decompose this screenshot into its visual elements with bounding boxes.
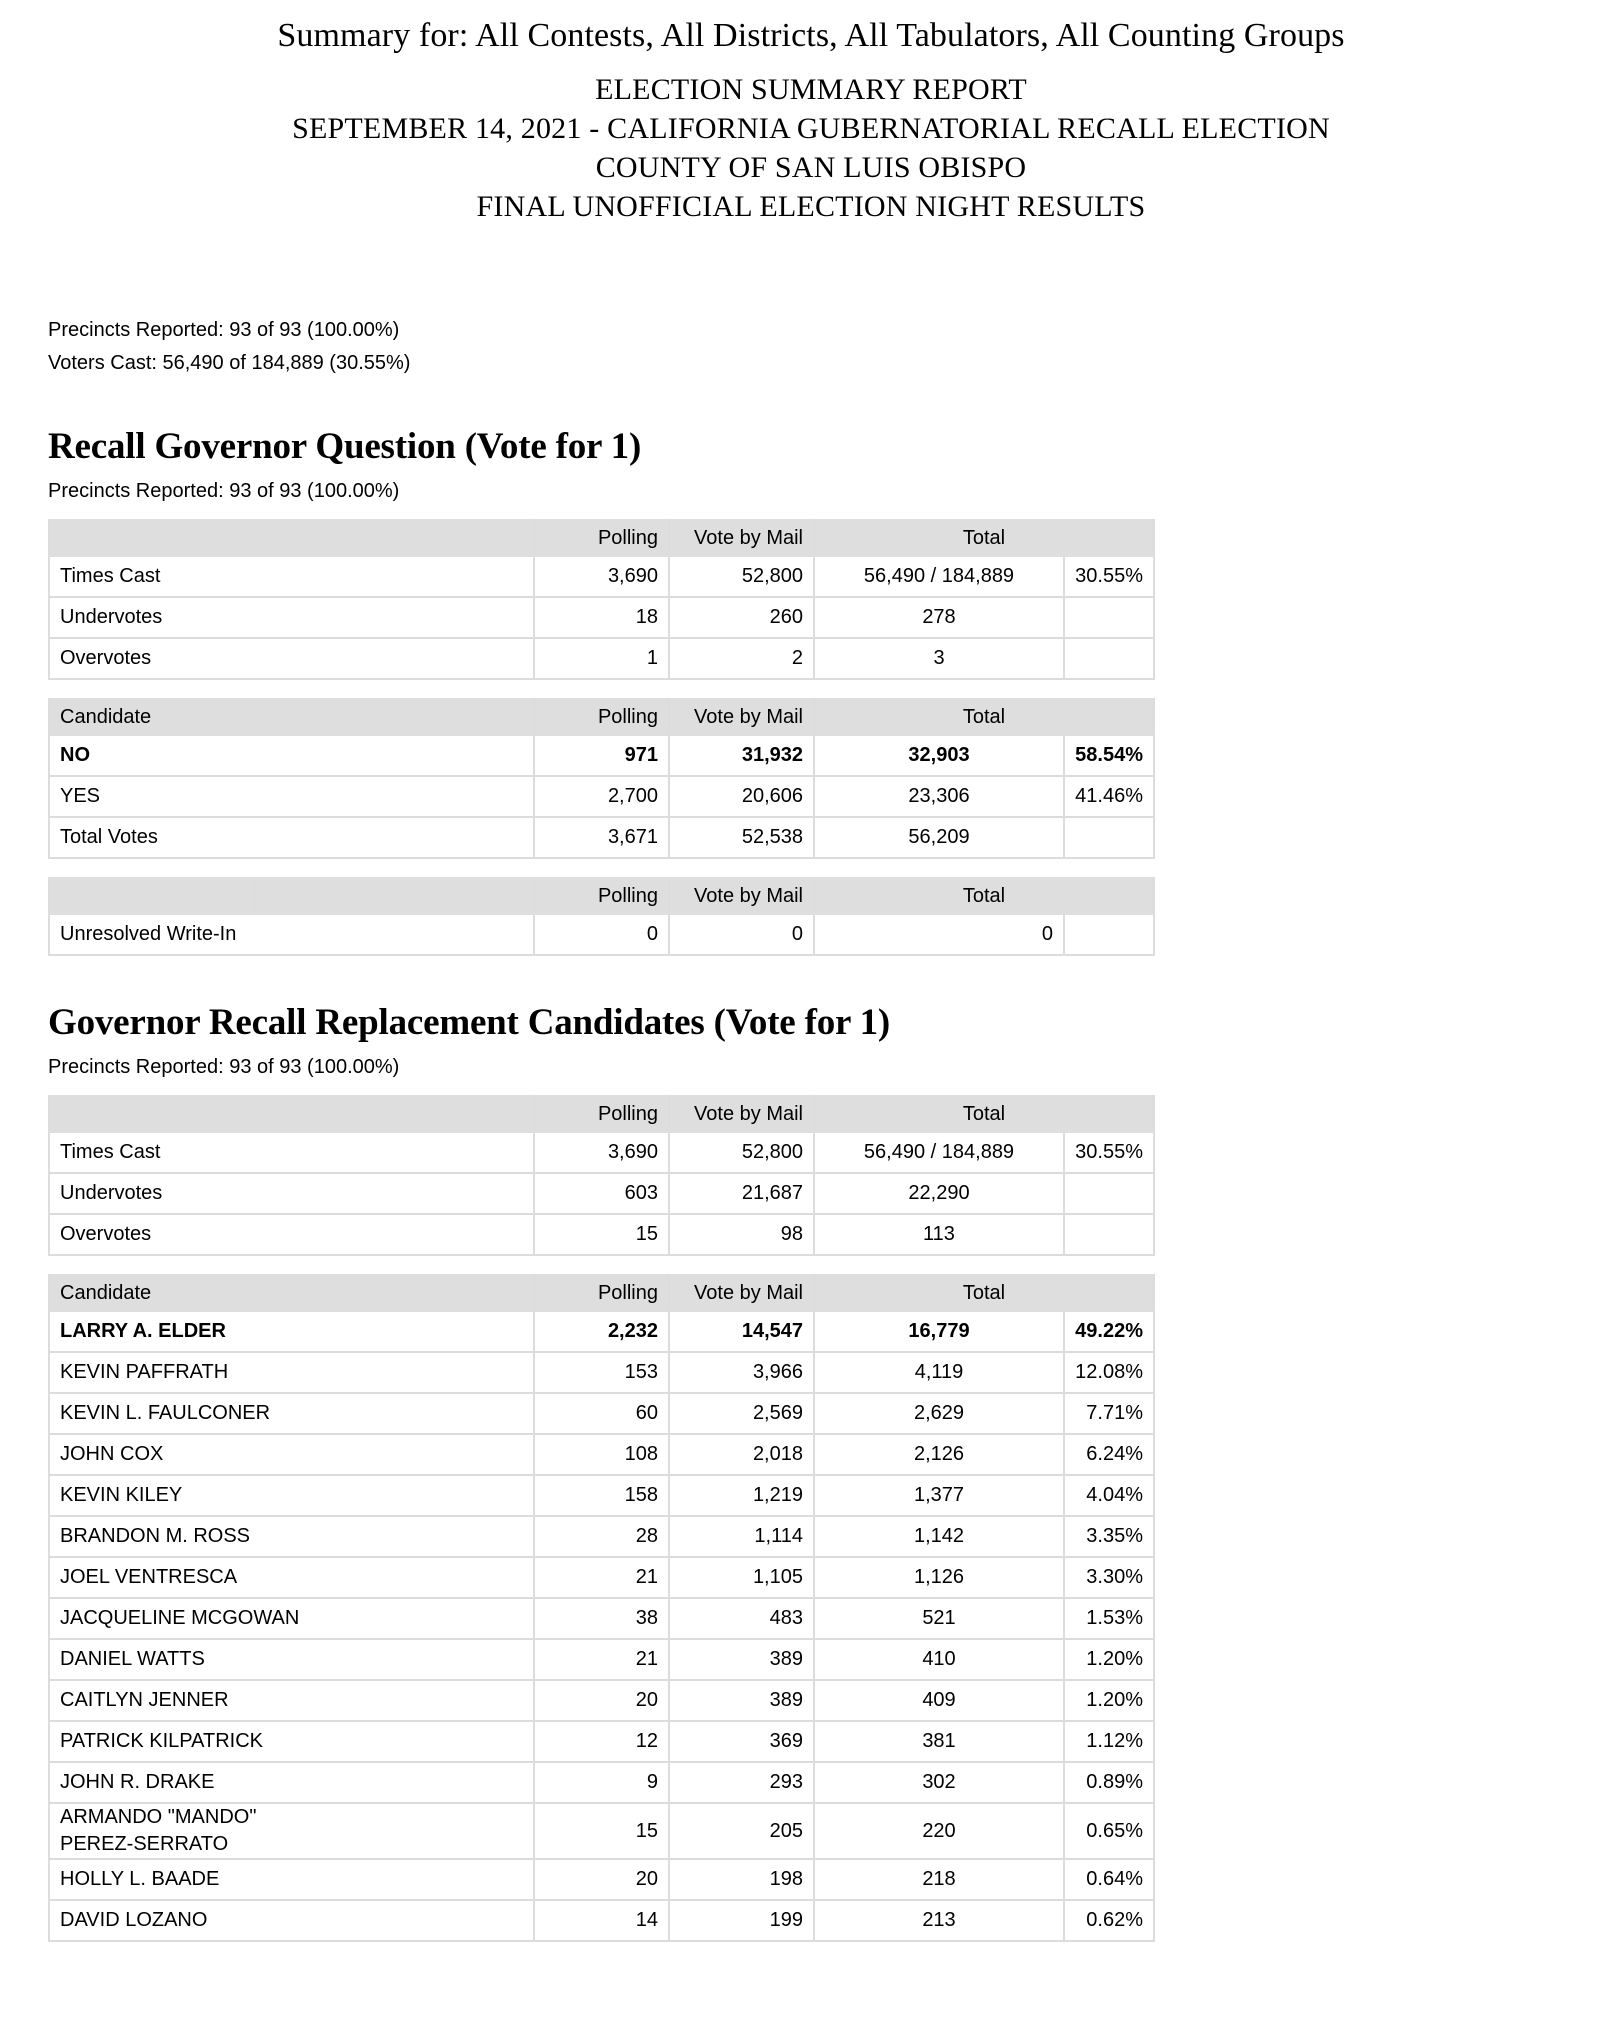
contest1-writein-body [49, 914, 1154, 955]
table-header-row [49, 520, 1154, 556]
cell-total: 32,903 [814, 735, 1064, 776]
table-row [49, 1393, 1154, 1434]
table-row [49, 597, 1154, 638]
row-label-line-1: ARMANDO "MANDO" [60, 1806, 257, 1828]
cell-total: 278 [814, 597, 1064, 638]
table-row [49, 817, 1154, 858]
row-label: PATRICK KILPATRICK [49, 1721, 534, 1762]
cell-percent: 1.12% [1064, 1721, 1154, 1762]
cell-polling: 15 [534, 1214, 669, 1255]
cell-polling: 12 [534, 1721, 669, 1762]
cell-total: 409 [814, 1680, 1064, 1721]
column-header-total: Total [814, 699, 1154, 735]
column-header-vote-by-mail: Vote by Mail [669, 1096, 814, 1132]
table-header-row [49, 699, 1154, 735]
cell-percent: 3.35% [1064, 1516, 1154, 1557]
contest-title: Recall Governor Question (Vote for 1) [48, 426, 642, 467]
cell-percent: 0.62% [1064, 1900, 1154, 1941]
row-label: Undervotes [49, 1173, 534, 1214]
row-label: JOHN COX [49, 1434, 534, 1475]
table-row [49, 914, 1154, 955]
table-row [49, 638, 1154, 679]
contest1-candidate-body [49, 735, 1154, 858]
cell-vote-by-mail: 205 [669, 1803, 814, 1859]
row-label [49, 1803, 534, 1859]
row-label: NO [49, 735, 534, 776]
cell-percent [1064, 914, 1154, 955]
row-label: Undervotes [49, 597, 534, 638]
cell-vote-by-mail: 14,547 [669, 1311, 814, 1352]
cell-total: 1,142 [814, 1516, 1064, 1557]
cell-percent: 49.22% [1064, 1311, 1154, 1352]
contest-precincts-reported: Precincts Reported: 93 of 93 (100.00%) [48, 480, 400, 502]
column-header-vote-by-mail: Vote by Mail [669, 1275, 814, 1311]
cell-percent: 3.30% [1064, 1557, 1154, 1598]
overall-precincts-reported: Precincts Reported: 93 of 93 (100.00%) [48, 319, 400, 341]
column-header-polling: Polling [534, 699, 669, 735]
row-label: KEVIN PAFFRATH [49, 1352, 534, 1393]
cell-polling: 14 [534, 1900, 669, 1941]
cell-vote-by-mail: 389 [669, 1680, 814, 1721]
cell-total: 2,629 [814, 1393, 1064, 1434]
cell-total: 16,779 [814, 1311, 1064, 1352]
row-label: LARRY A. ELDER [49, 1311, 534, 1352]
cell-vote-by-mail: 2,569 [669, 1393, 814, 1434]
report-title-line-4: FINAL UNOFFICIAL ELECTION NIGHT RESULTS [476, 190, 1146, 223]
cell-total: 23,306 [814, 776, 1064, 817]
contest1-summary-table [48, 519, 1155, 680]
cell-polling: 971 [534, 735, 669, 776]
cell-total: 218 [814, 1859, 1064, 1900]
contest2-summary-body [49, 1132, 1154, 1255]
cell-percent: 1.53% [1064, 1598, 1154, 1639]
cell-vote-by-mail: 483 [669, 1598, 814, 1639]
cell-vote-by-mail: 31,932 [669, 735, 814, 776]
cell-total: 213 [814, 1900, 1064, 1941]
overall-voters-cast: Voters Cast: 56,490 of 184,889 (30.55%) [48, 352, 411, 374]
table-row [49, 776, 1154, 817]
row-label: DAVID LOZANO [49, 1900, 534, 1941]
report-title-line-1: ELECTION SUMMARY REPORT [595, 73, 1027, 106]
contest2-candidate-table [48, 1274, 1155, 1942]
cell-total: 113 [814, 1214, 1064, 1255]
table-row [49, 1557, 1154, 1598]
table-row [49, 1639, 1154, 1680]
cell-total: 381 [814, 1721, 1064, 1762]
cell-percent [1064, 638, 1154, 679]
cell-percent [1064, 1173, 1154, 1214]
cell-vote-by-mail: 389 [669, 1639, 814, 1680]
cell-total: 56,490 / 184,889 [814, 1132, 1064, 1173]
cell-polling: 20 [534, 1859, 669, 1900]
cell-vote-by-mail: 52,538 [669, 817, 814, 858]
cell-vote-by-mail: 20,606 [669, 776, 814, 817]
report-title-line-2: SEPTEMBER 14, 2021 - CALIFORNIA GUBERNATORIAL RECALL ELECTION [292, 112, 1330, 145]
contest1-summary-body [49, 556, 1154, 679]
column-header-vote-by-mail: Vote by Mail [669, 878, 814, 914]
cell-polling: 2,232 [534, 1311, 669, 1352]
column-header-polling: Polling [534, 878, 669, 914]
column-header-candidate: Candidate [49, 1275, 534, 1311]
cell-percent: 7.71% [1064, 1393, 1154, 1434]
contest-recall-governor-question [48, 424, 1574, 956]
cell-percent: 0.65% [1064, 1803, 1154, 1859]
cell-vote-by-mail: 199 [669, 1900, 814, 1941]
table-row [49, 1214, 1154, 1255]
row-label: HOLLY L. BAADE [49, 1859, 534, 1900]
table-row [49, 1311, 1154, 1352]
column-header-blank-right [254, 878, 534, 914]
cell-vote-by-mail: 98 [669, 1214, 814, 1255]
cell-vote-by-mail: 369 [669, 1721, 814, 1762]
cell-total: 220 [814, 1803, 1064, 1859]
cell-polling: 18 [534, 597, 669, 638]
column-header-total: Total [814, 1096, 1154, 1132]
table-header-row [49, 1096, 1154, 1132]
cell-percent: 58.54% [1064, 735, 1154, 776]
table-row [49, 1352, 1154, 1393]
table-row [49, 1132, 1154, 1173]
table-row [49, 1680, 1154, 1721]
row-label: Times Cast [49, 556, 534, 597]
table-row [49, 1434, 1154, 1475]
report-header [0, 0, 1622, 226]
row-label: Overvotes [49, 638, 534, 679]
report-title-block [0, 70, 1622, 226]
row-label: Times Cast [49, 1132, 534, 1173]
cell-percent [1064, 1214, 1154, 1255]
row-label-line-2: PEREZ-SERRATO [60, 1833, 229, 1855]
column-header-candidate: Candidate [49, 699, 534, 735]
cell-polling: 21 [534, 1639, 669, 1680]
column-header-polling: Polling [534, 1096, 669, 1132]
cell-percent: 4.04% [1064, 1475, 1154, 1516]
cell-total: 56,209 [814, 817, 1064, 858]
cell-percent [1064, 817, 1154, 858]
cell-vote-by-mail: 1,105 [669, 1557, 814, 1598]
cell-polling: 3,690 [534, 556, 669, 597]
cell-vote-by-mail: 1,114 [669, 1516, 814, 1557]
column-header-blank-left [49, 878, 254, 914]
cell-total: 302 [814, 1762, 1064, 1803]
cell-vote-by-mail: 293 [669, 1762, 814, 1803]
cell-polling: 28 [534, 1516, 669, 1557]
cell-vote-by-mail: 52,800 [669, 556, 814, 597]
row-label: KEVIN L. FAULCONER [49, 1393, 534, 1434]
table-row [49, 1900, 1154, 1941]
table-row [49, 1598, 1154, 1639]
column-header-polling: Polling [534, 520, 669, 556]
column-header-total: Total [814, 520, 1154, 556]
cell-polling: 1 [534, 638, 669, 679]
cell-total: 0 [814, 914, 1064, 955]
cell-percent: 41.46% [1064, 776, 1154, 817]
cell-polling: 0 [534, 914, 669, 955]
cell-vote-by-mail: 3,966 [669, 1352, 814, 1393]
table-row [49, 1803, 1154, 1859]
cell-vote-by-mail: 2 [669, 638, 814, 679]
cell-polling: 153 [534, 1352, 669, 1393]
cell-percent: 1.20% [1064, 1680, 1154, 1721]
contest1-writein-table [48, 877, 1155, 956]
cell-polling: 603 [534, 1173, 669, 1214]
cell-vote-by-mail: 0 [669, 914, 814, 955]
table-header-row [49, 878, 1154, 914]
contest1-candidate-table [48, 698, 1155, 859]
report-title-line-3: COUNTY OF SAN LUIS OBISPO [595, 151, 1027, 184]
row-label: BRANDON M. ROSS [49, 1516, 534, 1557]
column-header-total: Total [814, 878, 1154, 914]
table-row [49, 735, 1154, 776]
cell-percent: 12.08% [1064, 1352, 1154, 1393]
cell-polling: 9 [534, 1762, 669, 1803]
table-row [49, 1516, 1154, 1557]
cell-percent: 1.20% [1064, 1639, 1154, 1680]
cell-percent: 6.24% [1064, 1434, 1154, 1475]
column-header-vote-by-mail: Vote by Mail [669, 520, 814, 556]
cell-percent [1064, 597, 1154, 638]
cell-total: 2,126 [814, 1434, 1064, 1475]
cell-polling: 158 [534, 1475, 669, 1516]
cell-total: 4,119 [814, 1352, 1064, 1393]
cell-polling: 15 [534, 1803, 669, 1859]
summary-scope-line: Summary for: All Contests, All Districts, All Tabulators, All Counting Groups [277, 17, 1345, 54]
cell-polling: 60 [534, 1393, 669, 1434]
cell-vote-by-mail: 1,219 [669, 1475, 814, 1516]
contest-title: Governor Recall Replacement Candidates (Vote for 1) [48, 1002, 891, 1043]
overall-meta [48, 314, 1574, 380]
cell-total: 22,290 [814, 1173, 1064, 1214]
cell-polling: 108 [534, 1434, 669, 1475]
cell-percent: 30.55% [1064, 1132, 1154, 1173]
table-row [49, 1173, 1154, 1214]
cell-total: 1,126 [814, 1557, 1064, 1598]
contest2-summary-table [48, 1095, 1155, 1256]
row-label: CAITLYN JENNER [49, 1680, 534, 1721]
table-row [49, 1859, 1154, 1900]
cell-total: 56,490 / 184,889 [814, 556, 1064, 597]
cell-percent: 0.89% [1064, 1762, 1154, 1803]
cell-polling: 21 [534, 1557, 669, 1598]
cell-vote-by-mail: 52,800 [669, 1132, 814, 1173]
table-row [49, 1762, 1154, 1803]
column-header-polling: Polling [534, 1275, 669, 1311]
table-row [49, 1475, 1154, 1516]
row-label: KEVIN KILEY [49, 1475, 534, 1516]
cell-polling: 20 [534, 1680, 669, 1721]
contest-precincts-reported: Precincts Reported: 93 of 93 (100.00%) [48, 1056, 400, 1078]
table-row [49, 1721, 1154, 1762]
row-label: Overvotes [49, 1214, 534, 1255]
column-header-vote-by-mail: Vote by Mail [669, 699, 814, 735]
cell-total: 410 [814, 1639, 1064, 1680]
contest2-candidate-body [49, 1311, 1154, 1941]
document-body [0, 314, 1622, 1942]
row-label: JOHN R. DRAKE [49, 1762, 534, 1803]
cell-polling: 38 [534, 1598, 669, 1639]
cell-vote-by-mail: 2,018 [669, 1434, 814, 1475]
cell-total: 1,377 [814, 1475, 1064, 1516]
cell-polling: 2,700 [534, 776, 669, 817]
column-header-blank [49, 1096, 534, 1132]
column-header-blank [49, 520, 534, 556]
cell-percent: 30.55% [1064, 556, 1154, 597]
table-header-row [49, 1275, 1154, 1311]
cell-polling: 3,690 [534, 1132, 669, 1173]
cell-total: 3 [814, 638, 1064, 679]
row-label: DANIEL WATTS [49, 1639, 534, 1680]
cell-vote-by-mail: 198 [669, 1859, 814, 1900]
cell-polling: 3,671 [534, 817, 669, 858]
cell-vote-by-mail: 260 [669, 597, 814, 638]
row-label: Unresolved Write-In [49, 914, 534, 955]
cell-percent: 0.64% [1064, 1859, 1154, 1900]
row-label: JOEL VENTRESCA [49, 1557, 534, 1598]
cell-vote-by-mail: 21,687 [669, 1173, 814, 1214]
row-label: Total Votes [49, 817, 534, 858]
contest-governor-recall-replacement-candidates [48, 1000, 1574, 1942]
row-label: YES [49, 776, 534, 817]
cell-total: 521 [814, 1598, 1064, 1639]
table-row [49, 556, 1154, 597]
row-label: JACQUELINE MCGOWAN [49, 1598, 534, 1639]
column-header-total: Total [814, 1275, 1154, 1311]
